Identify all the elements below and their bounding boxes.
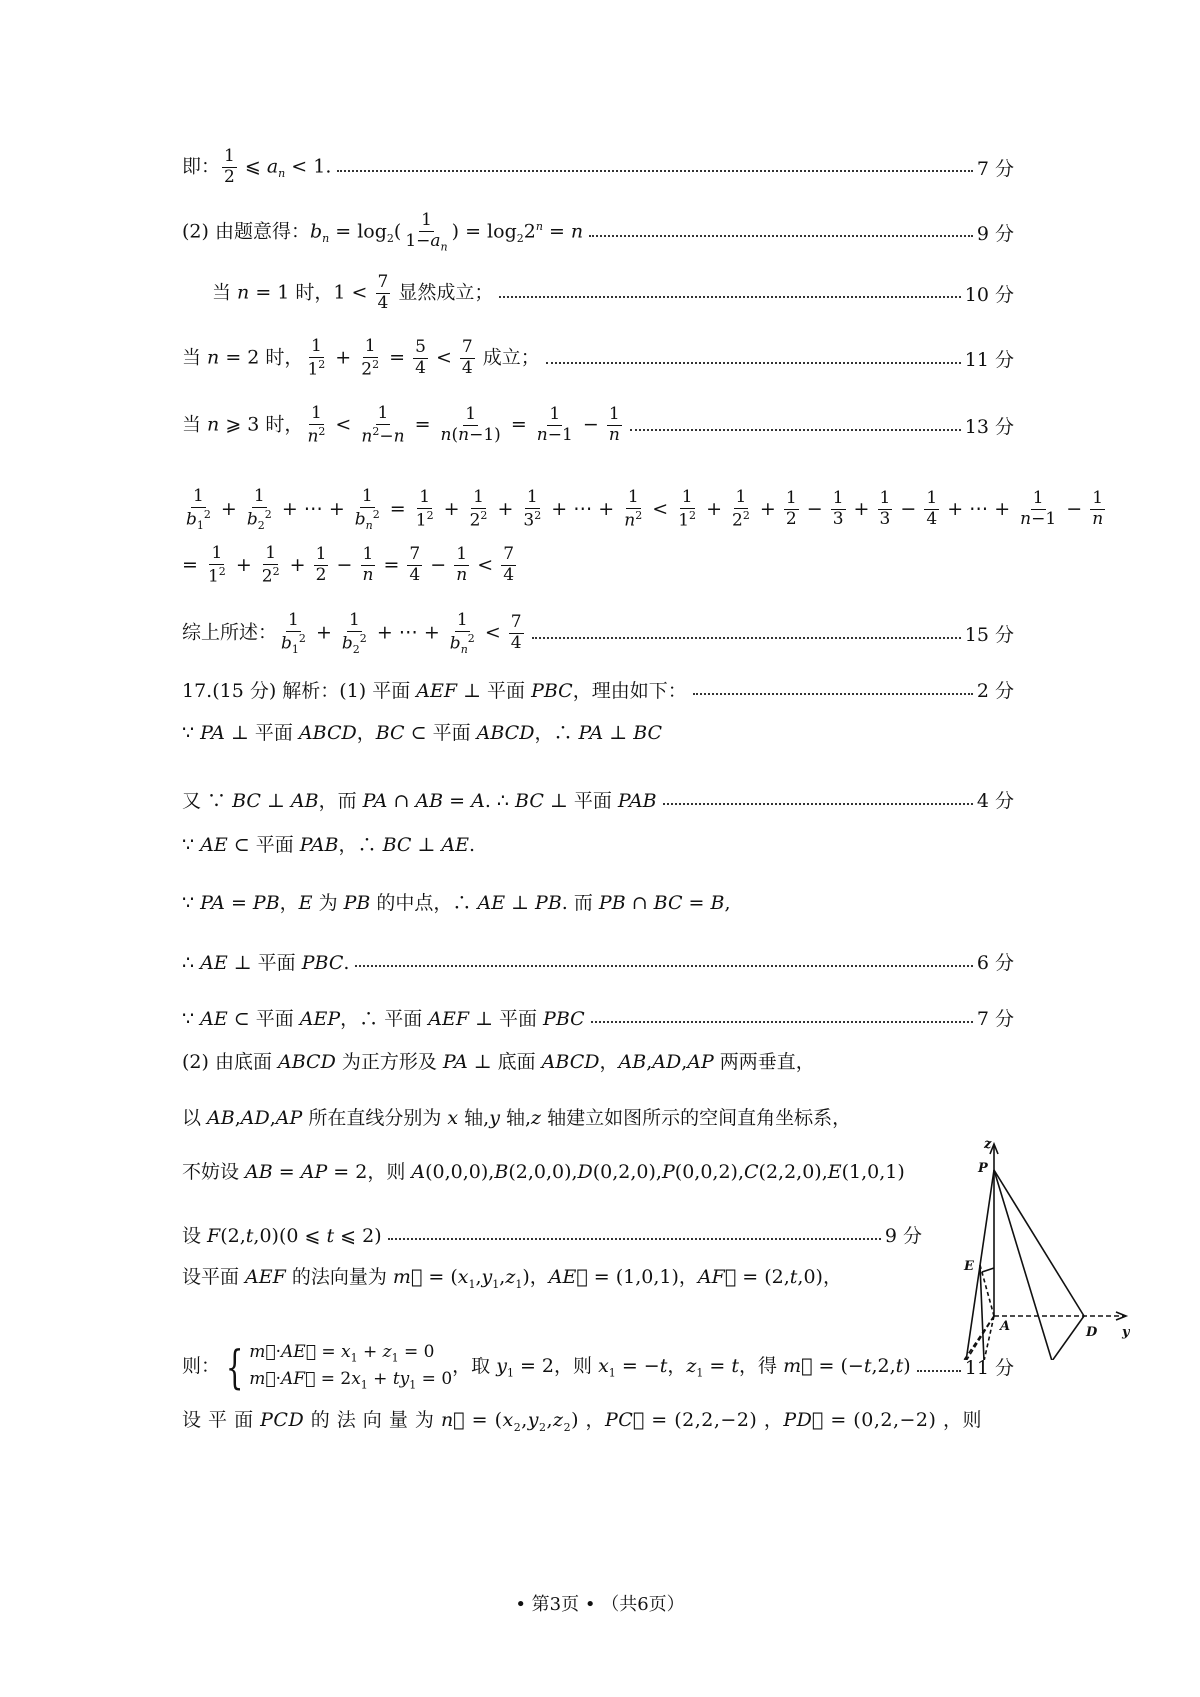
score-label: 2 分 [976,680,1014,702]
score-label: 11 分 [964,1357,1014,1380]
score-label: 7 分 [976,1008,1014,1030]
line-22: 设 平 面 PCD 的 法 向 量 为 n⃗ = $(x_2,y_2,z_2)$ ，PC⃗ = (2,2,−2) ，PD⃗ = (0,2,−2) ，则 [182,1409,982,1434]
score-label: 11 分 [964,349,1014,372]
edge-CD [1052,1316,1084,1360]
line-14: ∴ AE ⊥ 平面 PBC. 6 分 [182,948,1014,975]
score-label: 15 分 [964,624,1014,647]
line-17: 以 AB,AD,AP 所在直线分别为 x 轴,y 轴,z 轴建立如图所示的空间直角坐标系， [182,1107,852,1129]
leader-dots [630,429,961,431]
line-11: 又 ∵ BC ⊥ AB，而 PA ∩ AB = A. ∴ BC ⊥ 平面 PAB 4 分 [182,786,1014,813]
line-5: 当 n ⩾ 3 时， $\frac{1}{n^2}$ < $\frac{1}{n^2-n}$ = $\frac{1}{n(n-1)}$ = $\frac{1}{n-1}$ − $\frac{1}{n}$ 13 分 [182,403,1014,447]
line-18: 不妨设 AB = AP = 2，则 A(0,0,0),B(2,0,0),D(0,2,0),P(0,0,2),C(2,2,0),E(1,0,1) [182,1161,905,1183]
axis-label-y: y [1122,1325,1130,1340]
line-16: (2) 由底面 ABCD 为正方形及 PA ⊥ 底面 ABCD，AB,AD,AP 两两垂直， [182,1051,815,1073]
score-label: 13 分 [964,416,1014,439]
line-7: = $\frac{1}{1^2}$ + $\frac{1}{2^2}$ + $\frac{1}{2}$ − $\frac{1}{n}$ = $\frac{7}{4}$ − $\frac{1}{n}$ < $\frac{7}{4}$ [182,543,515,587]
line-2: (2) 由题意得：$b_n = \log_2$( $\frac{1}{1-a_n}$ ) = $\log_22^n = n$ 9 分 [182,210,1014,254]
point-label-E: E [964,1259,974,1274]
page-number: • 第3页 • （共6页） [515,1594,685,1615]
line-8: 综上所述： $\frac{1}{b_1^2}$ + $\frac{1}{b_2^2}$ + ⋯ + $\frac{1}{b_n^2}$ < $\frac{7}{4}$ 15 分 [182,610,1014,656]
edge-PD [994,1170,1084,1316]
line-1: 即： $\frac{1}{2}$ ⩽ $a_n < 1$. 7 分 [182,146,1014,187]
line-21: 则： { m⃗·AE⃗ = $x_1 + z_1 = 0$ m⃗·AF⃗ = $2x_1 + ty_1 = 0$ ，取 $y_1 = 2$，则 $x_1 = -t$，$z_1 = t$，得 m⃗ = (−t,2,t) 11 分 [182,1339,1014,1394]
point-label-A: A [1000,1319,1011,1334]
line-4: 当 n = 2 时， $\frac{1}{1^2}$ + $\frac{1}{2^2}$ = $\frac{5}{4}$ < $\frac{7}{4}$ 成立； 11 分 [182,336,1014,380]
score-label: 9 分 [976,222,1014,245]
line-13: ∵ PA = PB，E 为 PB 的中点，∴ AE ⊥ PB. 而 PB ∩ BC = B, [182,892,731,914]
line-15: ∵ AE ⊂ 平面 AEP，∴ 平面 AEF ⊥ 平面 PBC 7 分 [182,1004,1014,1031]
leader-dots [546,362,961,364]
leader-dots [355,965,972,967]
score-label: 10 分 [964,283,1014,306]
leader-dots [532,637,961,639]
line-20: 设平面 AEF 的法向量为 m⃗ = $(x_1,y_1,z_1)$，AE⃗ = (1,0,1)，AF⃗ = (2,t,0)， [182,1266,842,1291]
axis-label-z: z [984,1140,992,1152]
line-12: ∵ AE ⊂ 平面 PAB，∴ BC ⊥ AE. [182,834,476,856]
line-9: 17.(15 分) 解析：(1) 平面 AEF ⊥ 平面 PBC，理由如下： 2 分 [182,676,1014,703]
score-label: 9 分 [884,1225,922,1247]
leader-dots [917,1370,961,1372]
score-label: 4 分 [976,790,1014,812]
leader-dots [589,235,973,237]
line-6: $\frac{1}{b_1^2}$ + $\frac{1}{b_2^2}$ + ⋯ + $\frac{1}{b_n^2}$ = $\frac{1}{1^2}$ + $\frac{1}{2^2}$ + $\frac{1}{3^2}$ + ⋯ + $\frac{1}{n^2}$ < $\frac{1}{1^2}$ + $\frac{1}{2^2}$ + $\frac{1}{2}$ − $\frac{1}{3}$ + $\frac{1}{3}$ − $\frac{1}{4}$ + ⋯ + $\frac{1}{n-1}$ − $\frac{1}{n}$ [186,486,1104,532]
leader-dots [591,1021,973,1023]
pyramid-coordinate-figure [930,1140,1130,1360]
point-label-D: D [1086,1325,1098,1340]
line-19: 设 F(2,t,0)(0 ⩽ t ⩽ 2) 9 分 [182,1221,922,1248]
leader-dots [388,1238,881,1240]
leader-dots [663,803,973,805]
tick-mark [982,1268,994,1272]
leader-dots [337,170,972,172]
score-label: 7 分 [976,157,1014,180]
score-label: 6 分 [976,952,1014,974]
line-10: ∵ PA ⊥ 平面 ABCD，BC ⊂ 平面 ABCD，∴ PA ⊥ BC [182,722,663,744]
point-label-P: P [978,1161,988,1176]
line-3: 当 n = 1 时，1 < $\frac{7}{4}$ 显然成立； 10 分 [212,272,1014,313]
leader-dots [693,693,973,695]
leader-dots [499,296,960,298]
